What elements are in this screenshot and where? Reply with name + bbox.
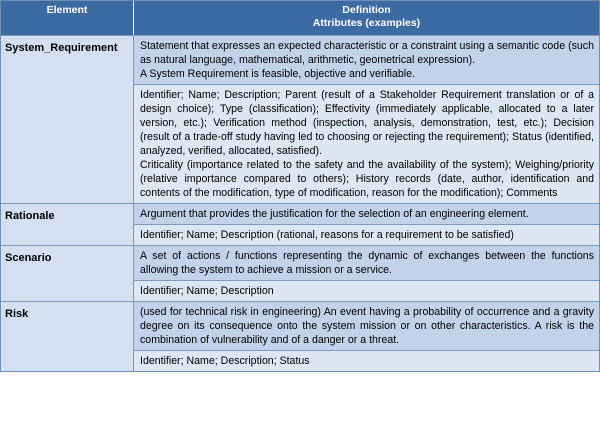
element-name: Rationale [1,204,134,245]
table-row [1,35,599,203]
attributes-cell [134,280,599,301]
definition-cell [134,246,599,280]
header-attributes: Attributes (examples) [312,17,421,29]
definition-text: Argument that provides the justification for the selection of an engineering element. [140,208,529,220]
definition-text: A System Requirement is feasible, objective and verifiable. [140,68,415,80]
header-definition-cell [134,1,599,35]
header-definition: Definition [342,4,391,16]
header-element: Element [1,1,134,35]
definition-cell [134,36,599,84]
table-row [1,245,599,301]
table-header [1,1,599,35]
definition-text: (used for technical risk in engineering) An event having a probability of occurrence and a gravity degree on its consequence onto the system mission or on other characteristics. A risk is the combination of vulnerability and of a danger or a threat. [140,306,594,346]
table-row [1,203,599,245]
attributes-cell [134,224,599,245]
definition-text: Statement that expresses an expected characteristic or a constraint using a semantic code (such as natural language, mathematical, arithmetic, geometrical expression). [140,40,594,66]
attributes-cell [134,84,599,203]
attributes-text: Identifier; Name; Description [140,285,274,297]
attributes-text: Criticality (importance related to the safety and the availability of the system); Weighing/priority (relative importance compared to others); History records (date, author, identification and contents of the modification, type of modification, reason for the modification); Comments [140,159,594,199]
definition-cell [134,302,599,350]
element-name: Risk [1,302,134,371]
attributes-text: Identifier; Name; Description; Status [140,355,310,367]
element-name: Scenario [1,246,134,301]
attributes-text: Identifier; Name; Description; Parent (result of a Stakeholder Requirement translation or of a design choice); Type (classification); Effectivity (immediately applicable, allocated to a later version, etc.); Verification method (inspection, analysis, demonstration, test, etc.); Decision (result of a trade-off study having led to choosing or rejecting the requirement); Status (identified, analyzed, verified, allocated, satisfied). [140,89,594,157]
attributes-cell [134,350,599,371]
table-row [1,301,599,371]
definition-cell [134,204,599,224]
attributes-text: Identifier; Name; Description (rational, reasons for a requirement to be satisfied) [140,229,514,241]
element-name: System_Requirement [1,36,134,203]
definition-text: A set of actions / functions representing the dynamic of exchanges between the functions allowing the system to achieve a mission or a service. [140,250,594,276]
